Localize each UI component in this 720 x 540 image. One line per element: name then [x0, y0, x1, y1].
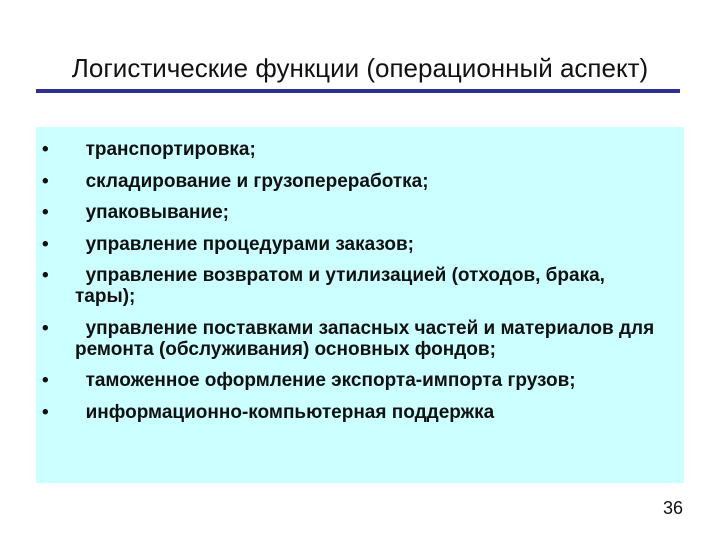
- bullet-text: информационно-компьютерная поддержка: [75, 401, 495, 423]
- bullet-item: [36, 265, 664, 307]
- bullet-icon: •: [42, 170, 49, 192]
- bullet-item: [36, 139, 664, 160]
- bullet-list: [36, 127, 684, 423]
- bullet-text: складирование и грузопереработка;: [75, 170, 429, 192]
- bullet-item: [36, 171, 664, 192]
- bullet-icon: •: [42, 139, 49, 160]
- bullet-item: [36, 318, 664, 360]
- bullet-item: [36, 402, 664, 423]
- bullet-text: таможенное оформление экспорта-импорта грузов;: [75, 370, 576, 391]
- slide-title: Логистические функции (операционный аспект): [71, 53, 649, 83]
- bullet-text: управление процедурами заказов;: [75, 233, 414, 255]
- page-number: 36: [662, 498, 683, 518]
- bullet-text: транспортировка;: [75, 139, 256, 160]
- bullet-icon: •: [42, 202, 49, 223]
- bullet-item: [36, 234, 664, 255]
- bullet-text: упаковывание;: [75, 202, 229, 223]
- bullet-text: управление поставками запасных частей и материалов для ремонта (обслуживания) основных фондов;: [75, 317, 660, 360]
- bullet-item: [36, 202, 664, 223]
- content-box: [36, 127, 684, 483]
- bullet-item: [36, 370, 664, 391]
- bullet-icon: •: [42, 233, 49, 255]
- bullet-icon: •: [42, 370, 49, 391]
- bullet-icon: •: [42, 265, 49, 286]
- title-divider: [36, 89, 680, 93]
- bullet-text: управление возвратом и утилизацией (отходов, брака, тары);: [75, 265, 611, 307]
- bullet-icon: •: [42, 317, 49, 339]
- bullet-icon: •: [42, 401, 49, 423]
